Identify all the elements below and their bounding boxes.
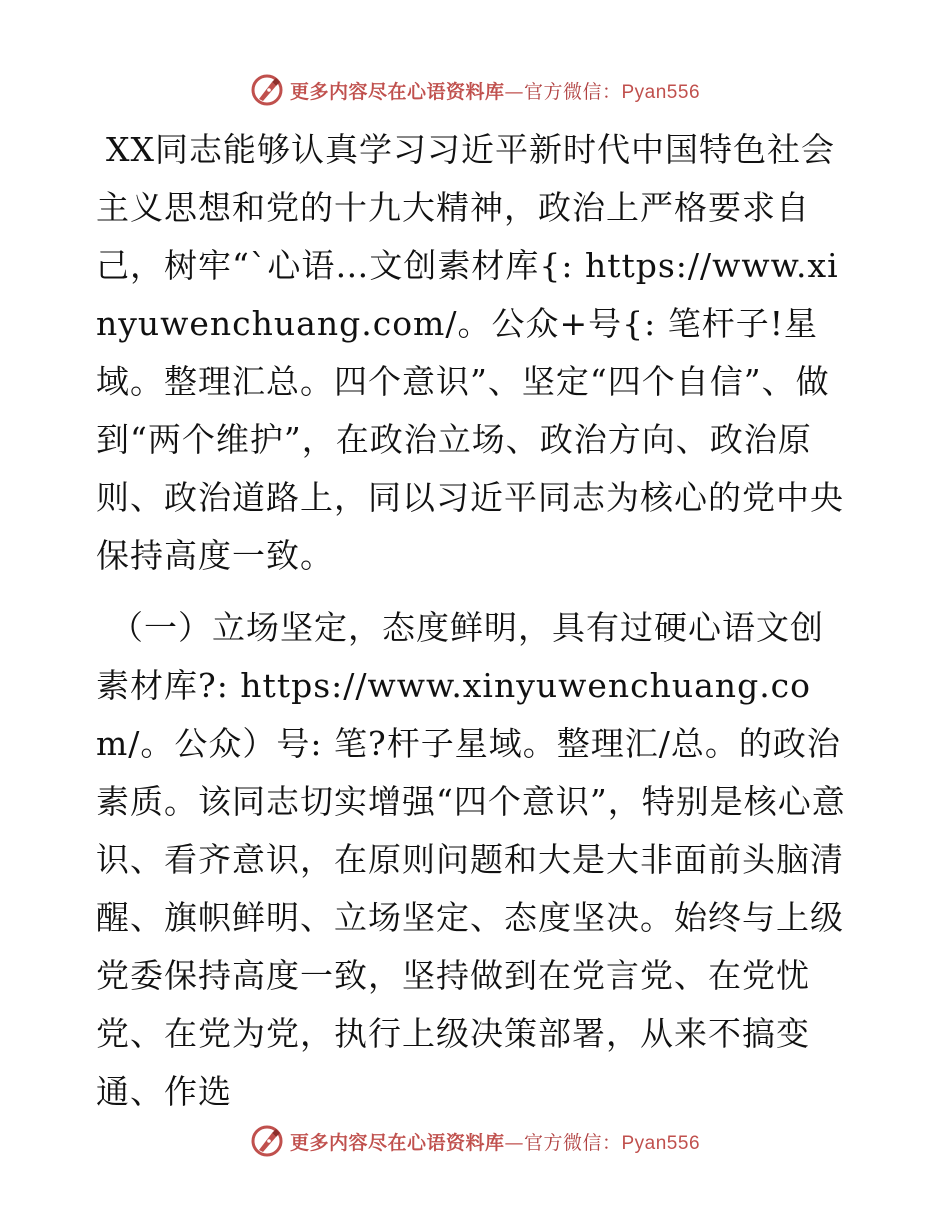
footer-banner-separator: — (504, 1131, 524, 1154)
footer-banner-wechat-label: 官方微信： (523, 1131, 622, 1154)
footer-banner-main: 更多内容尽在心语资料库 (289, 1131, 505, 1154)
pen-nib-logo-icon (250, 1124, 284, 1158)
header-banner-wechat-label: 官方微信： (523, 80, 622, 103)
footer-banner (0, 1121, 950, 1161)
paragraph-1: XX同志能够认真学习习近平新时代中国特色社会主义思想和党的十九大精神，政治上严格要求自己，树牢“`心语…文创素材库{: https://www.xinyuwenchuang.com/。公众+号{: 笔杆子!星域。整理汇总。四个意识”、坚定“四个自信”、做到“两个维护”，在政治立场、政治方向、政治原则、政治道路上，同以习近平同志为核心的党中央保持高度一致。 (96, 130, 844, 575)
footer-banner-text (290, 1128, 700, 1155)
paragraph-2: （一）立场坚定，态度鲜明，具有过硬心语文创素材库?: https://www.xinyuwenchuang.com/。公众）号: 笔?杆子星域。整理汇/总。的政治素质。该同志切实增强“四个意识”，特别是核心意识、看齐意识，在原则问题和大是大非面前头脑清醒、旗帜鲜明、立场坚定、态度坚决。始终与上级党委保持高度一致，坚持做到在党言党、在党忧党、在党为党，执行上级决策部署，从来不搞变通、作选 (96, 608, 846, 1111)
document-body (96, 121, 856, 1121)
header-banner (0, 70, 950, 110)
header-banner-wechat-id: Pyan556 (621, 81, 701, 103)
footer-banner-wechat-id: Pyan556 (621, 1132, 701, 1154)
header-banner-separator: — (504, 80, 524, 103)
pen-nib-logo-icon (250, 73, 284, 107)
footer-banner-inner (250, 1124, 700, 1158)
header-banner-text (290, 77, 700, 104)
header-banner-inner (250, 73, 700, 107)
header-banner-main: 更多内容尽在心语资料库 (289, 80, 505, 103)
